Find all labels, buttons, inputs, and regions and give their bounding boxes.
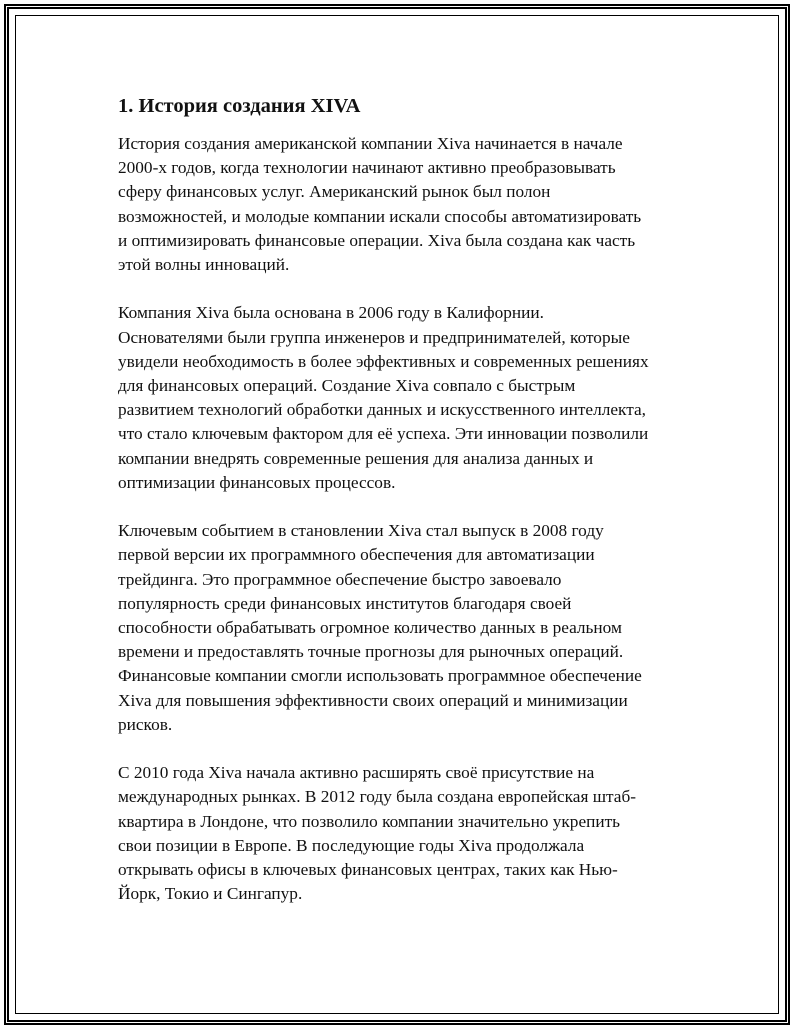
text-line: открывать офисы в ключевых финансовых центрах, таких как Нью- (118, 860, 618, 880)
text-line: международных рынках. В 2012 году была создана европейская штаб- (118, 787, 637, 807)
text-line: Ключевым событием в становлении Xiva стал выпуск в 2008 году (118, 521, 604, 541)
text-line: Xiva для повышения эффективности своих операций и минимизации (118, 690, 628, 710)
text-line: для финансовых операций. Создание Xiva совпало с быстрым (118, 376, 576, 396)
paragraph-3 (118, 519, 693, 737)
text-line: Основателями были группа инженеров и предпринимателей, которые (118, 327, 630, 347)
document-body (118, 92, 693, 931)
text-line: популярность среди финансовых институтов благодаря своей (118, 593, 572, 613)
text-line: трейдинга. Это программное обеспечение быстро завоевало (118, 569, 562, 589)
text-line: оптимизации финансовых процессов. (118, 472, 396, 492)
text-line: и оптимизировать финансовые операции. Xiva была создана как часть (118, 230, 636, 250)
text-line: История создания американской компании Xiva начинается в начале (118, 134, 623, 153)
text-line: что стало ключевым фактором для её успеха. Эти инновации позволили (118, 424, 649, 444)
text-line: С 2010 года Xiva начала активно расширять своё присутствие на (118, 763, 595, 783)
text-line: рисков. (118, 714, 173, 734)
text-line: Компания Xiva была основана в 2006 году в Калифорнии. (118, 303, 544, 323)
text-line: свои позиции в Европе. В последующие годы Xiva продолжала (118, 835, 585, 855)
paragraph-1 (118, 132, 693, 277)
text-line: этой волны инноваций. (118, 255, 290, 275)
section-title: 1. История создания XIVA (118, 95, 361, 117)
text-line: возможностей, и молодые компании искали способы автоматизировать (118, 206, 642, 226)
text-line: способности обрабатывать огромное количество данных в реальном (118, 618, 622, 638)
paragraph-2 (118, 301, 693, 495)
text-line: увидели необходимость в более эффективных и современных решениях (118, 351, 649, 371)
text-line: времени и предоставлять точные прогнозы для рыночных операций. (118, 642, 624, 662)
text-line: 2000-х годов, когда технологии начинают активно преобразовывать (118, 158, 616, 178)
text-line: Финансовые компании смогли использовать программное обеспечение (118, 666, 642, 686)
text-line: компании внедрять современные решения для анализа данных и (118, 448, 594, 468)
paragraph-4 (118, 761, 693, 906)
text-line: развитием технологий обработки данных и искусственного интеллекта, (118, 400, 646, 420)
text-line: сферу финансовых услуг. Американский рынок был полон (118, 182, 551, 202)
text-line: первой версии их программного обеспечения для автоматизации (118, 545, 595, 565)
text-line: квартира в Лондоне, что позволило компании значительно укрепить (118, 811, 621, 831)
text-line: Йорк, Токио и Сингапур. (118, 884, 303, 904)
